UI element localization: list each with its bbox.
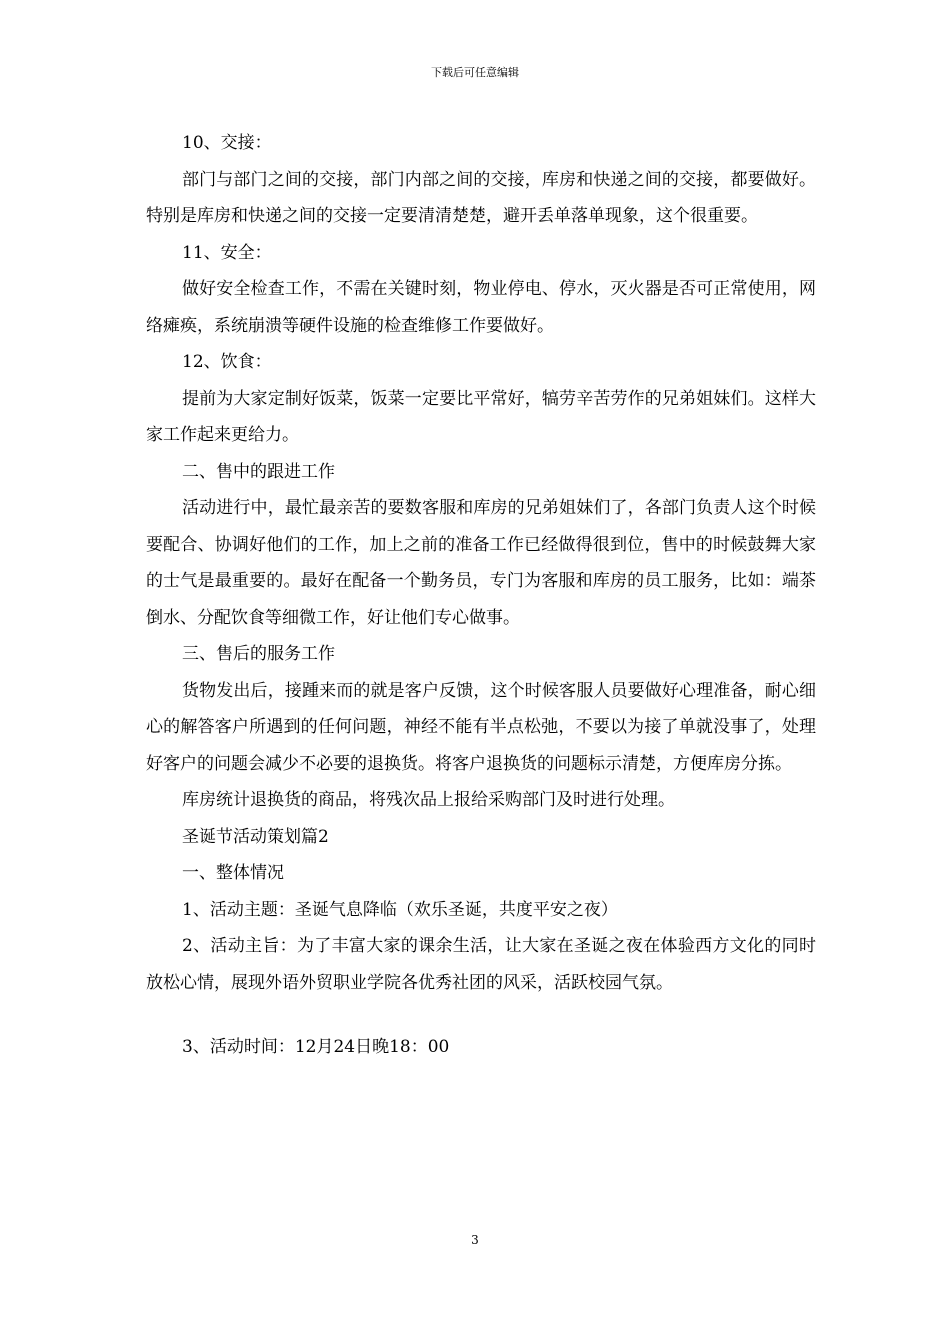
paragraph-handover: 部门与部门之间的交接，部门内部之间的交接，库房和快递之间的交接，都要做好。特别是库房和快递之间的交接一定要清清楚楚，避开丢单落单现象，这个很重要。 (146, 169, 816, 226)
paragraph-returns: 库房统计退换货的商品，将残次品上报给采购部门及时进行处理。 (182, 790, 675, 810)
page-header: 下载后可任意编辑 (431, 66, 519, 79)
paragraph-food: 提前为大家定制好饭菜，饭菜一定要比平常好，犒劳辛苦劳作的兄弟姐妹们。这样大家工作起来更给力。 (146, 388, 816, 445)
section-heading-safety: 11、安全： (182, 242, 272, 263)
document-body (146, 125, 816, 1066)
section-heading-food: 12、饮食： (182, 352, 272, 372)
paragraph-in-sale: 活动进行中，最忙最亲苦的要数客服和库房的兄弟姐妹们了，各部门负责人这个时候要配合、协调好他们的工作，加上之前的准备工作已经做得很到位，售中的时候鼓舞大家的士气是最重要的。最好在配备一个勤务员，专门为客服和库房的员工服务，比如：端茶倒水、分配饮食等细微工作，好让他们专心做事。 (146, 498, 816, 628)
paragraph-time: 3、活动时间：12月24日晚18：00 (182, 1037, 450, 1057)
paragraph-safety: 做好安全检查工作，不需在关键时刻，物业停电、停水，灭火器是否可正常使用，网络瘫痪，系统崩溃等硬件设施的检查维修工作要做好。 (146, 279, 816, 336)
section-heading-handover: 10、交接： (182, 133, 272, 153)
paragraph-after-sale: 货物发出后，接踵来而的就是客户反馈，这个时候客服人员要做好心理准备，耐心细心的解答客户所遇到的任何问题，神经不能有半点松弛，不要以为接了单就没事了，处理好客户的问题会减少不必要的退换货。将客户退换货的问题标示清楚，方便库房分拣。 (146, 680, 816, 774)
section-heading-overview: 一、整体情况 (182, 863, 284, 883)
paragraph-purpose: 2、活动主旨：为了丰富大家的课余生活，让大家在圣诞之夜在体验西方文化的同时放松心情，展现外语外贸职业学院各优秀社团的风采，活跃校园气氛。 (146, 936, 816, 993)
paragraph-theme: 1、活动主题：圣诞气息降临（欢乐圣诞，共度平安之夜） (182, 899, 618, 920)
article-title-part-2: 圣诞节活动策划篇2 (182, 826, 329, 847)
section-heading-in-sale: 二、售中的跟进工作 (182, 461, 335, 482)
page-number: 3 (471, 1233, 479, 1247)
section-heading-after-sale: 三、售后的服务工作 (182, 644, 335, 664)
